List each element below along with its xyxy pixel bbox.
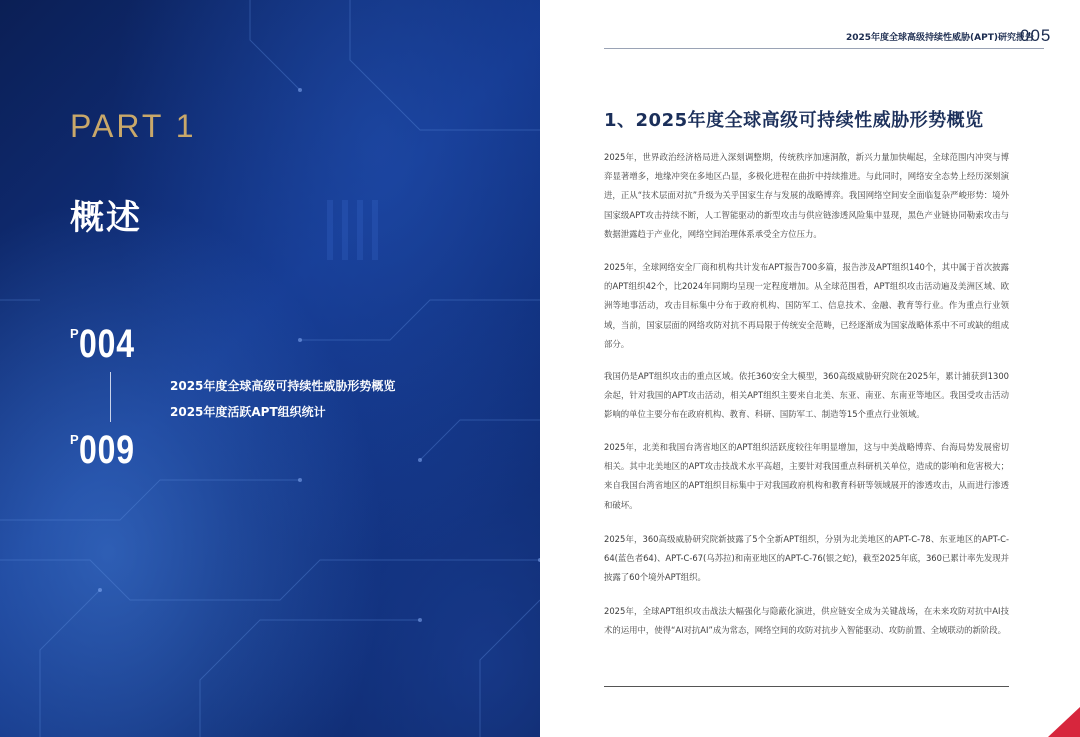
page-number: 005 xyxy=(1020,26,1052,45)
page-ref-number: 004 xyxy=(78,322,135,366)
page-ref-end xyxy=(70,428,148,473)
toc-item-apt-stats[interactable]: 2025年度活跃APT组织统计 xyxy=(170,405,326,419)
corner-accent xyxy=(1040,707,1080,737)
part-label: PART 1 xyxy=(70,108,197,144)
section-title: 概述 xyxy=(70,198,142,238)
paragraph: 2025年，全球APT组织攻击战法大幅强化与隐蔽化演进，供应链安全成为关键战场，在未来攻防对抗中AI技术的运用中，使得“AI对抗AI”成为常态，网络空间的攻防对抗步入智能驱动、攻防前置、全域联动的新阶段。 xyxy=(604,606,1009,636)
content-heading: 1、2025年度全球高级可持续性威胁形势概览 xyxy=(604,110,984,131)
page-ref-prefix: P xyxy=(70,432,79,447)
page-ref-start xyxy=(70,322,148,367)
paragraph: 我国仍是APT组织攻击的重点区域。依托360安全大模型，360高级威胁研究院在2025年，累计捕获到1300余起，针对我国的APT攻击活动，相关APT组织主要来自北美、东亚、南亚、东南亚等地区。我国受攻击活动影响的单位主要分布在政府机构、教育、科研、国防军工、制造等15个重点行业领域。 xyxy=(604,371,1009,420)
page-ref-connector xyxy=(110,372,111,422)
paragraph: 2025年，世界政治经济格局进入深刻调整期，传统秩序加速洞散，新兴力量加快崛起，全球范围内冲突与博弈显著增多，地缘冲突在多地区凸显，多极化进程在曲折中持续推进。与此同时，网络安全态势上经历深刻演进，正从“技术层面对抗”升级为关乎国家生存与发展的战略博弈。我国网络空间安全面临复杂严峻形势：境外国家级APT攻击持续不断，人工智能驱动的新型攻击与供应链渗透风险集中显现，黑色产业链协同勒索攻击与数据泄露趋于产业化，网络空间治理体系承受全方位压力。 xyxy=(604,152,1009,239)
paragraph: 2025年，全球网络安全厂商和机构共计发布APT报告700多篇，报告涉及APT组织140个，其中属于首次披露的APT组织42个，比2024年同期均呈现一定程度增加。从全球范围看，APT组织攻击活动遍及美洲区域、欧洲等地事活动，攻击目标集中分布于政府机构、国防军工、信息技术、金融、教育等行业。作为重点行业领域，当前，国家层面的网络攻防对抗不再局限于传统安全范畴，已经逐渐成为国家战略体系中不可或缺的组成部分。 xyxy=(604,262,1009,349)
page-ref-number: 009 xyxy=(78,428,135,472)
report-title: 2025年度全球高级持续性威胁(APT)研究报告 xyxy=(846,33,1034,43)
toc-item-overview[interactable]: 2025年度全球高级可持续性威胁形势概览 xyxy=(170,379,396,393)
paragraph: 2025年，360高级威胁研究院新披露了5个全新APT组织，分别为北美地区的APT-C-78、东亚地区的APT-C-64(蓝色者64)、APT-C-67(乌苏拉)和南亚地区的APT-C-76(银之蛇)，截至2025年底，360已累计率先发现并披露了60个境外APT组织。 xyxy=(604,534,1009,583)
paragraph: 2025年，北美和我国台湾省地区的APT组织活跃度较往年明显增加，这与中美战略博弈、台海局势发展密切相关。其中北美地区的APT攻击技战术水平高超，主要针对我国重点科研机关单位，造成的影响和危害极大；来自我国台湾省地区的APT组织目标集中于对我国政府机构和教育科研等领域展开的渗透攻击，从而进行渗透和破坏。 xyxy=(604,442,1009,510)
page-ref-prefix: P xyxy=(70,326,79,341)
footer-divider xyxy=(604,686,1009,687)
header-divider xyxy=(604,48,1044,49)
